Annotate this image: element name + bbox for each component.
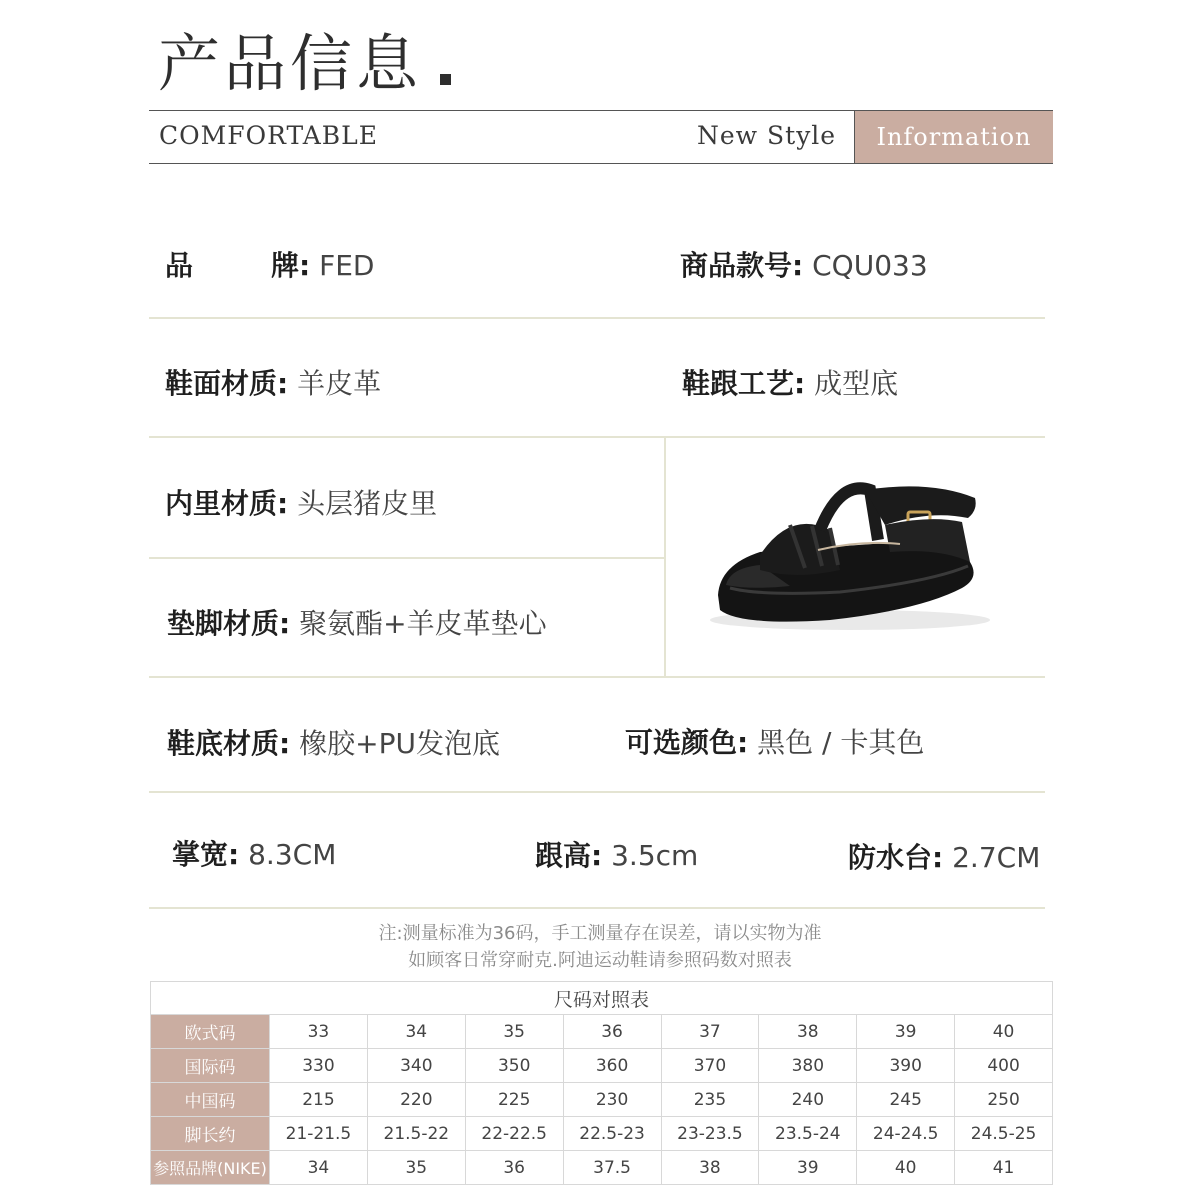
row-header: 脚长约 [151,1117,270,1151]
banner-comfortable: COMFORTABLE [159,121,379,150]
table-cell: 240 [759,1083,857,1117]
field-sole-key: 鞋底材质: [167,727,291,760]
field-insole-value: 聚氨酯+羊皮革垫心 [299,607,547,640]
table-cell: 330 [270,1049,368,1083]
table-row [151,1117,1053,1151]
table-cell: 390 [857,1049,955,1083]
vertical-divider [664,437,666,677]
divider [149,436,1045,438]
table-cell: 37.5 [563,1151,661,1185]
page-title: 产品信息 [158,14,451,103]
title-dot [440,74,451,85]
table-cell: 230 [563,1083,661,1117]
field-heel-craft-key: 鞋跟工艺: [682,367,806,400]
table-cell: 35 [367,1151,465,1185]
table-cell: 225 [465,1083,563,1117]
field-sku [680,244,928,284]
divider [149,557,665,559]
table-cell: 250 [955,1083,1053,1117]
field-brand-key: 品 牌: [165,249,311,282]
table-cell: 39 [759,1151,857,1185]
field-colors-key: 可选颜色: [625,726,749,759]
table-cell: 36 [563,1015,661,1049]
field-platform [848,836,1040,876]
field-width [172,833,336,873]
banner-information-tab: Information [854,111,1053,163]
table-cell: 24.5-25 [955,1117,1053,1151]
table-cell: 21-21.5 [270,1117,368,1151]
table-cell: 39 [857,1015,955,1049]
table-cell: 22-22.5 [465,1117,563,1151]
field-lining-key: 内里材质: [165,487,289,520]
table-row [151,1015,1053,1049]
divider [149,791,1045,793]
table-row [151,1151,1053,1185]
divider [149,317,1045,319]
size-chart-caption: 尺码对照表 [151,982,1053,1015]
table-cell: 220 [367,1083,465,1117]
table-cell: 34 [270,1151,368,1185]
field-heel-height-key: 跟高: [535,839,603,872]
field-heel-craft [682,362,898,402]
field-upper [165,362,381,402]
field-heel-height [535,834,698,874]
table-cell: 350 [465,1049,563,1083]
table-cell: 40 [955,1015,1053,1049]
table-cell: 40 [857,1151,955,1185]
field-lining [165,482,437,522]
table-cell: 37 [661,1015,759,1049]
table-cell: 380 [759,1049,857,1083]
row-header: 中国码 [151,1083,270,1117]
divider [149,676,1045,678]
table-cell: 38 [661,1151,759,1185]
field-sku-value: CQU033 [812,249,928,282]
table-cell: 23-23.5 [661,1117,759,1151]
table-cell: 21.5-22 [367,1117,465,1151]
size-reference-note: 如顾客日常穿耐克.阿迪运动鞋请参照码数对照表 [408,950,792,971]
table-cell: 34 [367,1015,465,1049]
black-sandal-product-photo [700,470,1010,640]
field-width-value: 8.3CM [248,838,337,871]
field-sole [167,722,500,762]
banner-new-style: New Style [697,121,837,150]
size-chart-table [150,981,1053,1185]
section-banner [149,110,1053,164]
table-cell: 36 [465,1151,563,1185]
measurement-note: 注:测量标准为36码，手工测量存在误差，请以实物为准 [378,923,822,944]
field-insole [167,602,547,642]
field-platform-key: 防水台: [848,841,944,874]
field-sole-value: 橡胶+PU发泡底 [299,727,500,760]
field-insole-key: 垫脚材质: [167,607,291,640]
field-colors [625,721,924,761]
row-header: 参照品牌(NIKE) [151,1151,270,1185]
row-header: 国际码 [151,1049,270,1083]
table-cell: 33 [270,1015,368,1049]
table-cell: 41 [955,1151,1053,1185]
table-cell: 370 [661,1049,759,1083]
table-cell: 360 [563,1049,661,1083]
field-colors-value: 黑色 / 卡其色 [757,726,925,759]
table-cell: 215 [270,1083,368,1117]
field-upper-value: 羊皮革 [297,367,382,400]
table-row [151,1049,1053,1083]
table-cell: 245 [857,1083,955,1117]
field-brand-value: FED [319,249,375,282]
divider [149,907,1045,909]
table-cell: 235 [661,1083,759,1117]
field-width-key: 掌宽: [172,838,240,871]
table-cell: 35 [465,1015,563,1049]
field-platform-value: 2.7CM [952,841,1041,874]
table-cell: 22.5-23 [563,1117,661,1151]
field-heel-craft-value: 成型底 [814,367,899,400]
table-cell: 24-24.5 [857,1117,955,1151]
row-header: 欧式码 [151,1015,270,1049]
field-brand [165,244,374,284]
field-upper-key: 鞋面材质: [165,367,289,400]
field-lining-value: 头层猪皮里 [297,487,438,520]
table-cell: 38 [759,1015,857,1049]
table-cell: 400 [955,1049,1053,1083]
field-sku-key: 商品款号: [680,249,804,282]
table-cell: 340 [367,1049,465,1083]
table-row [151,1083,1053,1117]
table-cell: 23.5-24 [759,1117,857,1151]
field-heel-height-value: 3.5cm [611,839,699,872]
